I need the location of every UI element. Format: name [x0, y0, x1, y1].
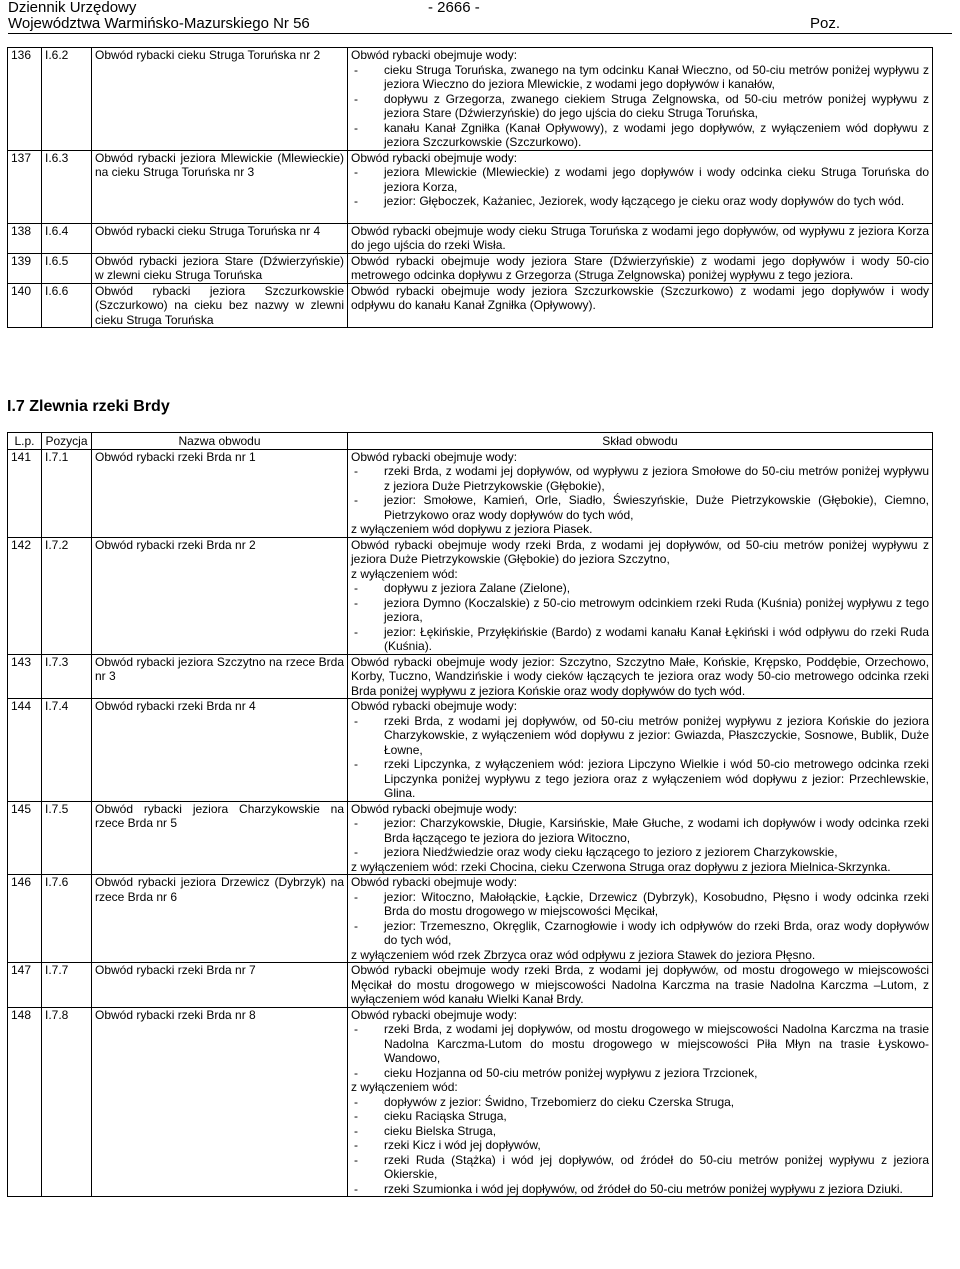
- list-item: - cieku Raciąska Struga,: [351, 1109, 929, 1124]
- composition-list: [351, 63, 929, 150]
- row-composition: [348, 654, 933, 699]
- row-code: I.6.3: [42, 150, 92, 223]
- row-code: I.6.4: [42, 223, 92, 253]
- row-lp: 143: [8, 654, 42, 699]
- row-lp: 146: [8, 875, 42, 963]
- list-item: - jezior: Głęboczek, Każaniec, Jeziorek, wody łączącego je cieku oraz wody dopływów do tych wód.: [351, 194, 929, 209]
- composition-lead: Obwód rybacki obejmuje wody:: [351, 801, 518, 816]
- row-lp: 138: [8, 223, 42, 253]
- page-number: - 2666 -: [428, 0, 480, 16]
- row-name: Obwód rybacki rzeki Brda nr 1: [92, 449, 348, 537]
- list-item: - jezior: Łękińskie, Przyłękińskie (Bardo) z wodami kanału Kanał Łękiński i wód odpływu do rzeki Ruda (Kuśnia).: [351, 625, 929, 654]
- list-item: - jezior: Charzykowskie, Długie, Karsińskie, Małe Głuche, z wodami ich dopływów i wody odcinka rzeki Brda łączącego te jeziora do jeziora Witoczno,: [351, 816, 929, 845]
- composition-lead: Obwód rybacki obejmuje wody:: [351, 150, 518, 165]
- table-zlewnia-brdy: [7, 432, 933, 1197]
- composition-tail: z wyłączeniem wód rzek Zbrzyca oraz wód odpływu z jeziora Stawek do jeziora Płęsno.: [351, 947, 816, 962]
- list-item: - jeziora Mlewickie (Mlewieckie) z wodami jego dopływów i wody odcinka cieku Struga Toruńska do jeziora Korza,: [351, 165, 929, 194]
- row-code: I.7.3: [42, 654, 92, 699]
- table-row: [8, 223, 933, 253]
- table-row: [8, 875, 933, 963]
- row-name: Obwód rybacki jeziora Szczytno na rzece Brda nr 3: [92, 654, 348, 699]
- row-composition: [348, 801, 933, 875]
- composition-list: [351, 464, 929, 522]
- composition-lead: Obwód rybacki obejmuje wody:: [351, 699, 518, 713]
- composition-text: Obwód rybacki obejmuje wody jeziora Szczurkowskie (Szczurkowo) z wodami jego dopływów i wody odpływu do kanału Kanał Zgniłka (Opływowy).: [351, 283, 929, 312]
- row-composition: [348, 537, 933, 654]
- row-lp: 141: [8, 449, 42, 537]
- row-name: Obwód rybacki rzeki Brda nr 8: [92, 1007, 348, 1197]
- row-composition: [348, 1007, 933, 1197]
- list-item: - jezior: Smołowe, Kamień, Orle, Siadło, Świeszyńskie, Duże Pietrzykowskie (Głębokie), Ciemno, Pietrzykowo oraz wody dopływów do tych wód,: [351, 493, 929, 522]
- row-composition: [348, 875, 933, 963]
- position-label: Poz.: [809, 15, 840, 32]
- list-item: - kanału Kanał Zgniłka (Kanał Opływowy), z wodami jego dopływów, z wyłączeniem wód dopływu z jeziora Szczurkowskie (Szczurkowo).: [351, 121, 929, 150]
- row-code: I.7.5: [42, 801, 92, 875]
- list-item: - jeziora Niedźwiedzie oraz wody cieku łączącego to jezioro z jeziorem Charzykowskie,: [351, 845, 929, 860]
- row-name: Obwód rybacki jeziora Charzykowskie na rzece Brda nr 5: [92, 801, 348, 875]
- table-row: [8, 537, 933, 654]
- journal-title: Dziennik Urzędowy: [8, 0, 137, 16]
- list-item: - jezior: Trzemeszno, Okręglik, Czarnogłowie i wody ich odpływów do rzeki Brda, oraz wody dopływów do tych wód,: [351, 919, 929, 948]
- table-row: [8, 699, 933, 802]
- composition-lead: Obwód rybacki obejmuje wody:: [351, 449, 518, 464]
- row-composition: [348, 48, 933, 151]
- list-item: - jezior: Witoczno, Małołąckie, Łąckie, Drzewicz (Dybrzyk), Kosobudno, Płęsno i wody odcinka rzeki Brda do mostu drogowego w miejscowości Męcikał,: [351, 890, 929, 919]
- composition-list: [351, 714, 929, 801]
- row-composition: [348, 283, 933, 328]
- row-lp: 142: [8, 537, 42, 654]
- row-name: Obwód rybacki jeziora Stare (Dźwierzyńskie) w zlewni cieku Struga Toruńska: [92, 253, 348, 283]
- table-row: [8, 654, 933, 699]
- row-code: I.6.5: [42, 253, 92, 283]
- list-item: - dopływów z jezior: Świdno, Trzebomierz do cieku Czerska Struga,: [351, 1095, 929, 1110]
- row-composition: [348, 449, 933, 537]
- row-name: Obwód rybacki jeziora Drzewicz (Dybrzyk) na rzece Brda nr 6: [92, 875, 348, 963]
- list-item: - dopływu z jeziora Zalane (Zielone),: [351, 581, 929, 596]
- row-composition: [348, 699, 933, 802]
- list-item: - rzeki Brda, z wodami jej dopływów, od wypływu z jeziora Smołowe do 50-ciu metrów poniżej wypływu z jeziora Duże Pietrzykowskie (Głębokie),: [351, 464, 929, 493]
- table-row: [8, 801, 933, 875]
- row-composition: [348, 253, 933, 283]
- province-title: Województwa Warmińsko-Mazurskiego Nr 56: [8, 15, 310, 32]
- row-name: Obwód rybacki rzeki Brda nr 7: [92, 963, 348, 1008]
- row-name: Obwód rybacki jeziora Szczurkowskie (Szczurkowo) na cieku bez nazwy w zlewni cieku Struga Toruńska: [92, 283, 348, 328]
- table-row: [8, 449, 933, 537]
- list-item: - dopływu z Grzegorza, zwanego ciekiem Struga Zelgnowska, od 50-ciu metrów poniżej wypływu z jeziora Stare (Dźwierzyńskie) do jego ujścia do cieku Struga Toruńska,: [351, 92, 929, 121]
- composition-list: [351, 165, 929, 209]
- composition-list: [351, 581, 929, 654]
- section-title: I.7 Zlewnia rzeki Brdy: [7, 398, 170, 415]
- list-item: - rzeki Lipczynka, z wyłączeniem wód: jeziora Lipczyno Wielkie i wód 50-cio metrowego odcinka rzeki Lipczynka poniżej wypływu z tego jeziora oraz z wyłączeniem wód dopływu z jezior: Przechlewskie, Glina.: [351, 757, 929, 801]
- row-name: Obwód rybacki rzeki Brda nr 4: [92, 699, 348, 802]
- composition-text: Obwód rybacki obejmuje wody jeziora Stare (Dźwierzyńskie) z wodami jego dopływów i wody 50-cio metrowego odcinka dopływu z Grzegorza (Struga Zelgnowska) poniżej wypływu z tego jeziora.: [351, 253, 929, 282]
- header-nazwa: Nazwa obwodu: [92, 433, 348, 450]
- composition-list: [351, 1022, 929, 1080]
- composition-text: Obwód rybacki obejmuje wody jezior: Szczytno, Szczytno Małe, Końskie, Krępsko, Poddębie, Orzechowo, Korby, Tuczno, Wandzińskie i wody cieków łączących te jeziora oraz wody 50-cio metrowego odcinka rzeki Brda poniżej wypływu z jeziora Końskie oraz wody dopływów do tych wód.: [351, 654, 929, 698]
- row-lp: 148: [8, 1007, 42, 1197]
- row-code: I.7.6: [42, 875, 92, 963]
- composition-lead: Obwód rybacki obejmuje wody:: [351, 1007, 518, 1022]
- list-item: - rzeki Kicz i wód jej dopływów,: [351, 1138, 929, 1153]
- list-item: - cieku Struga Toruńska, zwanego na tym odcinku Kanał Wieczno, od 50-ciu metrów poniżej wypływu z jeziora Wieczno do jeziora Mlewickie, z wodami jego dopływów i kanałów,: [351, 63, 929, 92]
- table-row: [8, 283, 933, 328]
- header-rule: [8, 33, 952, 34]
- row-code: I.7.7: [42, 963, 92, 1008]
- list-item: - rzeki Brda, z wodami jej dopływów, od 50-ciu metrów poniżej wypływu z jeziora Końskie do jeziora Charzykowskie, z wyłączeniem wód dopływu z jezior: Gwiazda, Płaszczyckie, Sosnowe, Bublik, Duże Łowne,: [351, 714, 929, 758]
- row-code: I.7.4: [42, 699, 92, 802]
- composition-exclusion-lead: z wyłączeniem wód:: [351, 1080, 458, 1094]
- composition-lead: Obwód rybacki obejmuje wody rzeki Brda, z wodami jej dopływów, od 50-ciu metrów poniżej wypływu z jeziora Duże Pietrzykowskie (Głębokie) do jeziora Szczytno,: [351, 537, 929, 566]
- row-lp: 145: [8, 801, 42, 875]
- header-pozycja: Pozycja: [42, 433, 92, 450]
- table-row: [8, 963, 933, 1008]
- row-lp: 144: [8, 699, 42, 802]
- composition-list: [351, 890, 929, 948]
- row-lp: 139: [8, 253, 42, 283]
- table-row: [8, 1007, 933, 1197]
- composition-lead: Obwód rybacki obejmuje wody:: [351, 875, 518, 889]
- row-composition: [348, 963, 933, 1008]
- row-composition: [348, 150, 933, 223]
- table-zlewnia-torunska: [7, 47, 933, 328]
- composition-text: Obwód rybacki obejmuje wody rzeki Brda, z wodami jej dopływów, od mostu drogowego w miejscowości Męcikał do mostu drogowego w miejscowości Nadolna Karczma na trasie Nadolna Karczma –Lutom, z wyłączeniem wód kanału Wielki Kanał Brdy.: [351, 963, 929, 1006]
- list-item: - cieku Bielska Struga,: [351, 1124, 929, 1139]
- list-item: - jeziora Dymno (Koczalskie) z 50-cio metrowym odcinkiem rzeki Ruda (Kuśnia) poniżej wypływu z tego jeziora,: [351, 596, 929, 625]
- list-item: - rzeki Ruda (Stążka) i wód jej dopływów, od źródeł do 50-ciu metrów poniżej wypływu z jeziora Okierskie,: [351, 1153, 929, 1182]
- composition-lead: Obwód rybacki obejmuje wody:: [351, 48, 518, 62]
- composition-tail: z wyłączeniem wód: rzeki Chocina, cieku Czerwona Struga oraz dopływu z jeziora Mielnica-Skrzynka.: [351, 859, 891, 874]
- row-lp: 136: [8, 48, 42, 151]
- row-name: Obwód rybacki jeziora Mlewickie (Mlewieckie) na cieku Struga Toruńska nr 3: [92, 150, 348, 223]
- exclusion-list: [351, 1095, 929, 1197]
- table-header-row: [8, 433, 933, 450]
- row-code: I.7.8: [42, 1007, 92, 1197]
- table-row: [8, 48, 933, 151]
- row-code: I.6.6: [42, 283, 92, 328]
- table-row: [8, 253, 933, 283]
- row-lp: 140: [8, 283, 42, 328]
- composition-list: [351, 816, 929, 860]
- row-code: I.7.2: [42, 537, 92, 654]
- table-row: [8, 150, 933, 223]
- composition-tail: z wyłączeniem wód dopływu z jeziora Piasek.: [351, 522, 593, 536]
- row-name: Obwód rybacki rzeki Brda nr 2: [92, 537, 348, 654]
- list-item: - rzeki Brda, z wodami jej dopływów, od mostu drogowego w miejscowości Nadolna Karczma na trasie Nadolna Karczma-Lutom do mostu drogowego w miejscowości Piła Młyn na trasie Łyskowo-Wandowo,: [351, 1022, 929, 1066]
- row-lp: 147: [8, 963, 42, 1008]
- row-spacer: [351, 209, 929, 223]
- row-composition: [348, 223, 933, 253]
- row-name: Obwód rybacki cieku Struga Toruńska nr 2: [92, 48, 348, 151]
- composition-exclusion-lead: z wyłączeniem wód:: [351, 566, 458, 581]
- row-code: I.6.2: [42, 48, 92, 151]
- row-name: Obwód rybacki cieku Struga Toruńska nr 4: [92, 223, 348, 253]
- row-lp: 137: [8, 150, 42, 223]
- page-header: [8, 0, 952, 34]
- header-lp: L.p.: [8, 433, 42, 450]
- list-item: - cieku Hozjanna od 50-ciu metrów poniżej wypływu z jeziora Trzcionek,: [351, 1066, 929, 1081]
- composition-text: Obwód rybacki obejmuje wody cieku Struga Toruńska z wodami jego dopływów, od wypływu z jeziora Korza do jego ujścia do rzeki Wisła.: [351, 223, 929, 252]
- row-code: I.7.1: [42, 449, 92, 537]
- header-sklad: Skład obwodu: [348, 433, 933, 450]
- list-item: - rzeki Szumionka i wód jej dopływów, od źródeł do 50-ciu metrów poniżej wypływu z jeziora Dziuki.: [351, 1182, 929, 1197]
